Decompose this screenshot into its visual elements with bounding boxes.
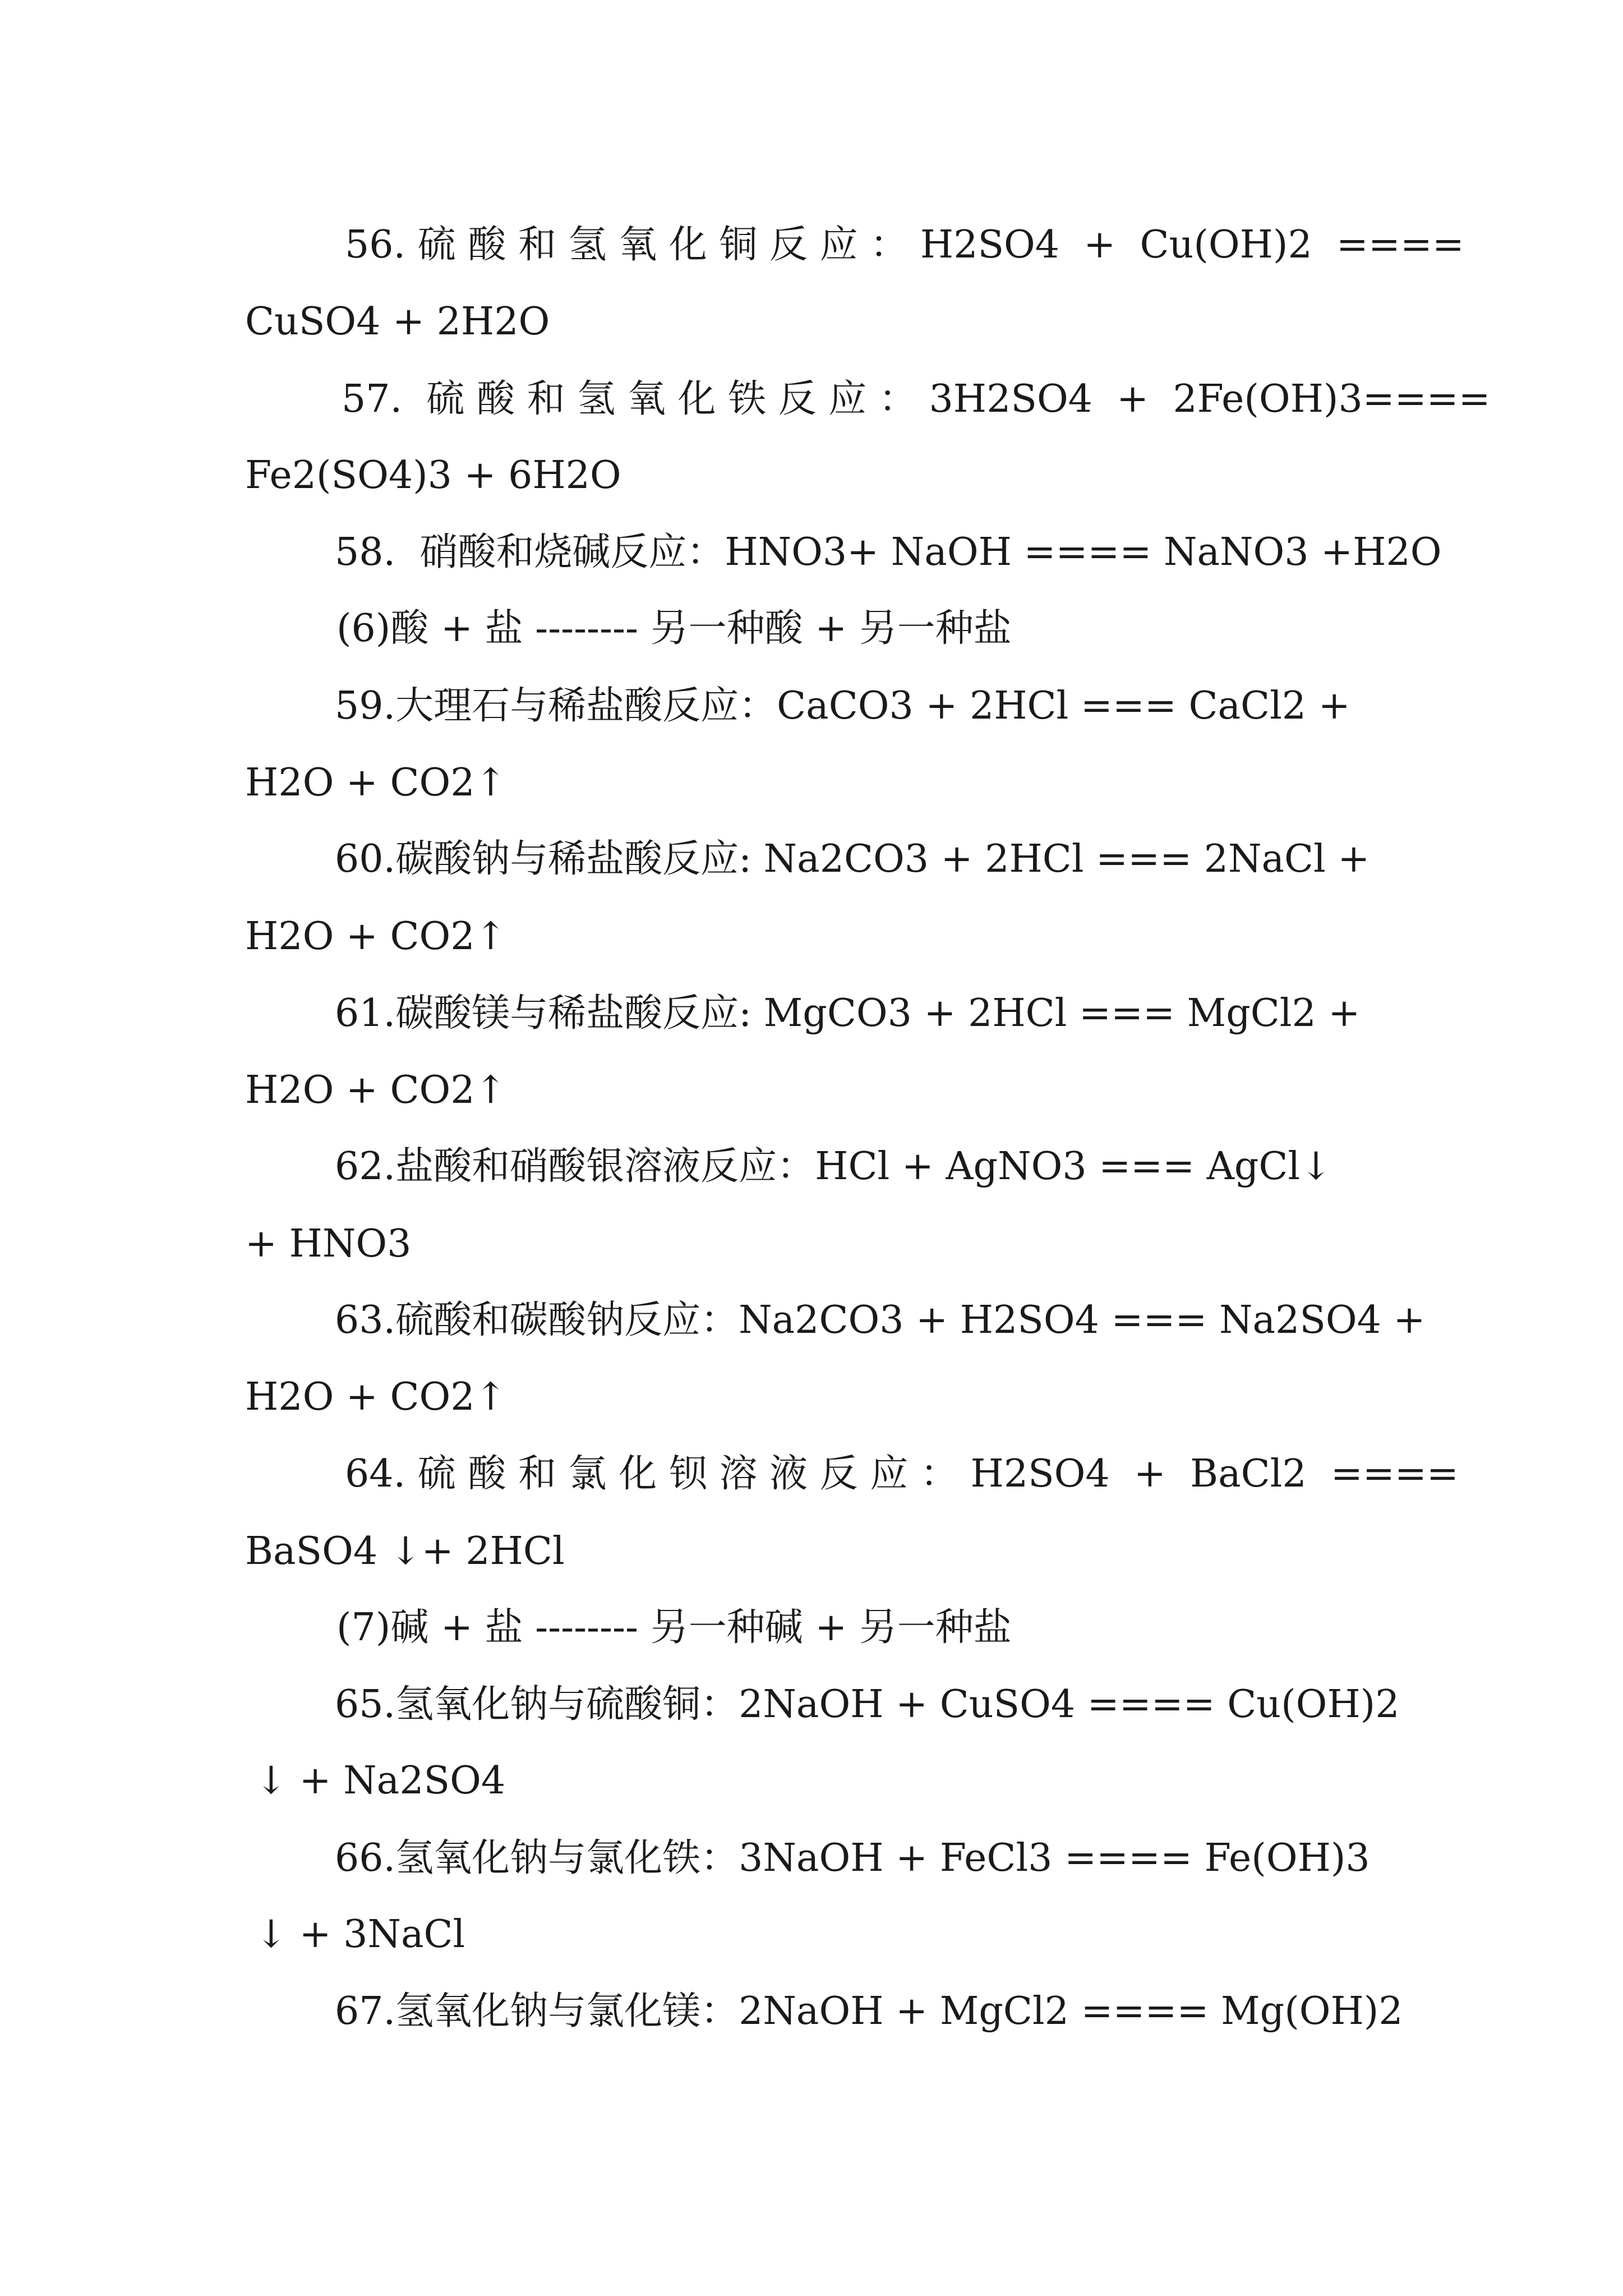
text-line: BaSO4 ↓+ 2HCl: [245, 1529, 565, 1573]
text-line: H2O + CO2↑: [245, 761, 507, 805]
text-line: ↓ + 3NaCl: [255, 1912, 465, 1957]
text-line: (6)酸 + 盐 -------- 另一种酸 + 另一种盐: [336, 606, 1012, 651]
text-line: H2O + CO2↑: [245, 1375, 507, 1419]
text-line: CuSO4 + 2H2O: [245, 300, 550, 344]
text-line: 67.氢氧化钠与氯化镁：2NaOH + MgCl2 ==== Mg(OH)2: [335, 1989, 1403, 2033]
text-line: + HNO3: [245, 1222, 412, 1266]
text-line: 56. 硫 酸 和 氢 氧 化 铜 反 应 ： H2SO4 + Cu(OH)2 ====: [345, 223, 1464, 267]
text-line: H2O + CO2↑: [245, 1068, 507, 1112]
text-line: 64. 硫 酸 和 氯 化 钡 溶 液 反 应 ： H2SO4 + BaCl2 ====: [345, 1452, 1459, 1496]
text-line: 63.硫酸和碳酸钠反应：Na2CO3 + H2SO4 === Na2SO4 +: [335, 1298, 1426, 1342]
text-line: 60.碳酸钠与稀盐酸反应: Na2CO3 + 2HCl === 2NaCl +: [335, 837, 1370, 881]
text-line: 66.氢氧化钠与氯化铁：3NaOH + FeCl3 ==== Fe(OH)3: [335, 1836, 1370, 1880]
text-line: 65.氢氧化钠与硫酸铜：2NaOH + CuSO4 ==== Cu(OH)2: [335, 1682, 1400, 1727]
text-line: 62.盐酸和硝酸银溶液反应：HCl + AgNO3 === AgCl↓: [335, 1144, 1332, 1189]
text-line: 58. 硝酸和烧碱反应：HNO3+ NaOH ==== NaNO3 +H2O: [335, 530, 1442, 574]
text-line: Fe2(SO4)3 + 6H2O: [245, 453, 621, 498]
text-line: 57. 硫 酸 和 氢 氧 化 铁 反 应 ： 3H2SO4 + 2Fe(OH)3====: [342, 377, 1491, 421]
text-line: H2O + CO2↑: [245, 914, 507, 959]
text-line: ↓ + Na2SO4: [255, 1759, 506, 1803]
text-line: 59.大理石与稀盐酸反应：CaCO3 + 2HCl === CaCl2 +: [335, 684, 1350, 728]
text-line: 61.碳酸镁与稀盐酸反应: MgCO3 + 2HCl === MgCl2 +: [335, 991, 1361, 1036]
text-line: (7)碱 + 盐 -------- 另一种碱 + 另一种盐: [336, 1605, 1012, 1650]
